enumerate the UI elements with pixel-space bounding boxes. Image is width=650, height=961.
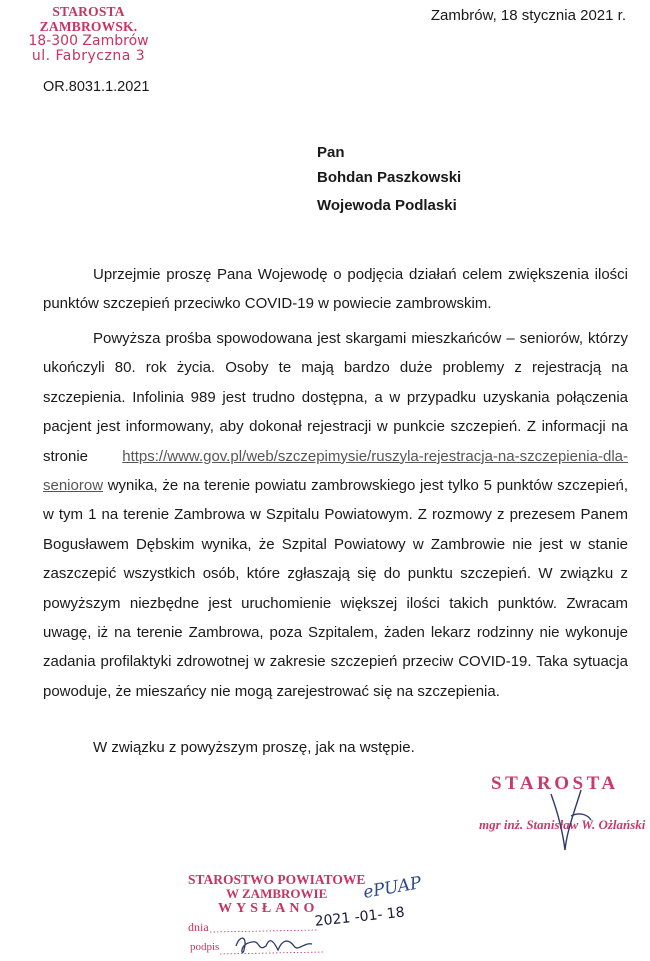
gov-link[interactable]: https://www.gov.pl/web/szczepimysie/ruszyla-rejestracja-na-szczepienia-dla-seniorow (43, 447, 628, 495)
sender-stamp-line1: STAROSTA ZAMBROWSK. (39, 4, 138, 34)
addressee-salutation: Pan (317, 144, 345, 161)
handwritten-signature (545, 786, 600, 856)
paragraph-request: Uprzejmie proszę Pana Wojewodę o podjęcia działań celem zwiększenia ilości punktów szczepień przeciwko COVID-19 w powiecie zambrowskim. (43, 266, 628, 313)
signature-name: mgr inż. Stanisław W. Ożlański (479, 817, 646, 832)
addressee-title: Wojewoda Podlaski (317, 197, 457, 214)
dispatch-stamp-date-label: dnia (188, 920, 209, 934)
dispatch-stamp (178, 866, 438, 961)
sender-stamp-line2: 18-300 Zambrów (28, 33, 149, 49)
paragraph-justification (43, 324, 628, 706)
dispatch-stamp-epuap: ePUAP (361, 873, 424, 903)
addressee-name: Bohdan Paszkowski (317, 169, 462, 186)
letter-date: Zambrów, 18 stycznia 2021 r. (430, 7, 626, 24)
dispatch-stamp-line2: W ZAMBROWIE (226, 886, 328, 901)
sender-stamp (6, 4, 171, 64)
dispatch-stamp-signature-label: podpis (190, 941, 220, 953)
reference-number: OR.8031.1.2021 (43, 79, 150, 95)
paragraph-justification-text-a: Powyższa prośba spowodowana jest skargami mieszkańców – seniorów, którzy ukończyli 80. rok życia. Osoby te mają bardzo duże problemy z rejestracją na szczepienia. Infolinia 989 jest trudno dostępna, a w przypadku uzyskania połączenia pacjent jest informowany, aby dokonał rejestracji w punkcie szczepień. Z informacji na stronie (43, 330, 628, 465)
dispatch-stamp-line1: STAROSTWO POWIATOWE (188, 872, 366, 887)
paragraph-closing: W związku z powyższym proszę, jak na wstępie. (93, 739, 415, 756)
dispatch-stamp-handwriting (178, 866, 438, 961)
dispatch-stamp-line3: WYSŁANO (218, 901, 319, 916)
signature-title: STAROSTA (491, 773, 619, 794)
paragraph-justification-text-b: wynika, że na terenie powiatu zambrowskiego jest tylko 5 punktów szczepień, w tym 1 na terenie Zambrowa w Szpitalu Powiatowym. Z rozmowy z prezesem Panem Bogusławem Dębskim wynika, że Szpital Powiatowy w Zambrowie nie jest w stanie zaszczepić wszystkich osób, które zgłaszają się do punktu szczepień. W związku z powyższym niezbędne jest uruchomienie większej ilości takich punktów. Zwracam uwagę, iż na terenie Zambrowa, poza Szpitalem, żaden lekarz rodzinny nie wykonuje zadania profilaktyki zdrowotnej w zakresie szczepień przeciw COVID-19. Taka sytuacja powoduje, że mieszańcy nie mogą zarejestrować się na szczepienia. (43, 477, 628, 700)
dispatch-stamp-date: 2021 -01- 18 (314, 904, 406, 930)
sender-stamp-line3: ul. Fabryczna 3 (31, 48, 146, 64)
